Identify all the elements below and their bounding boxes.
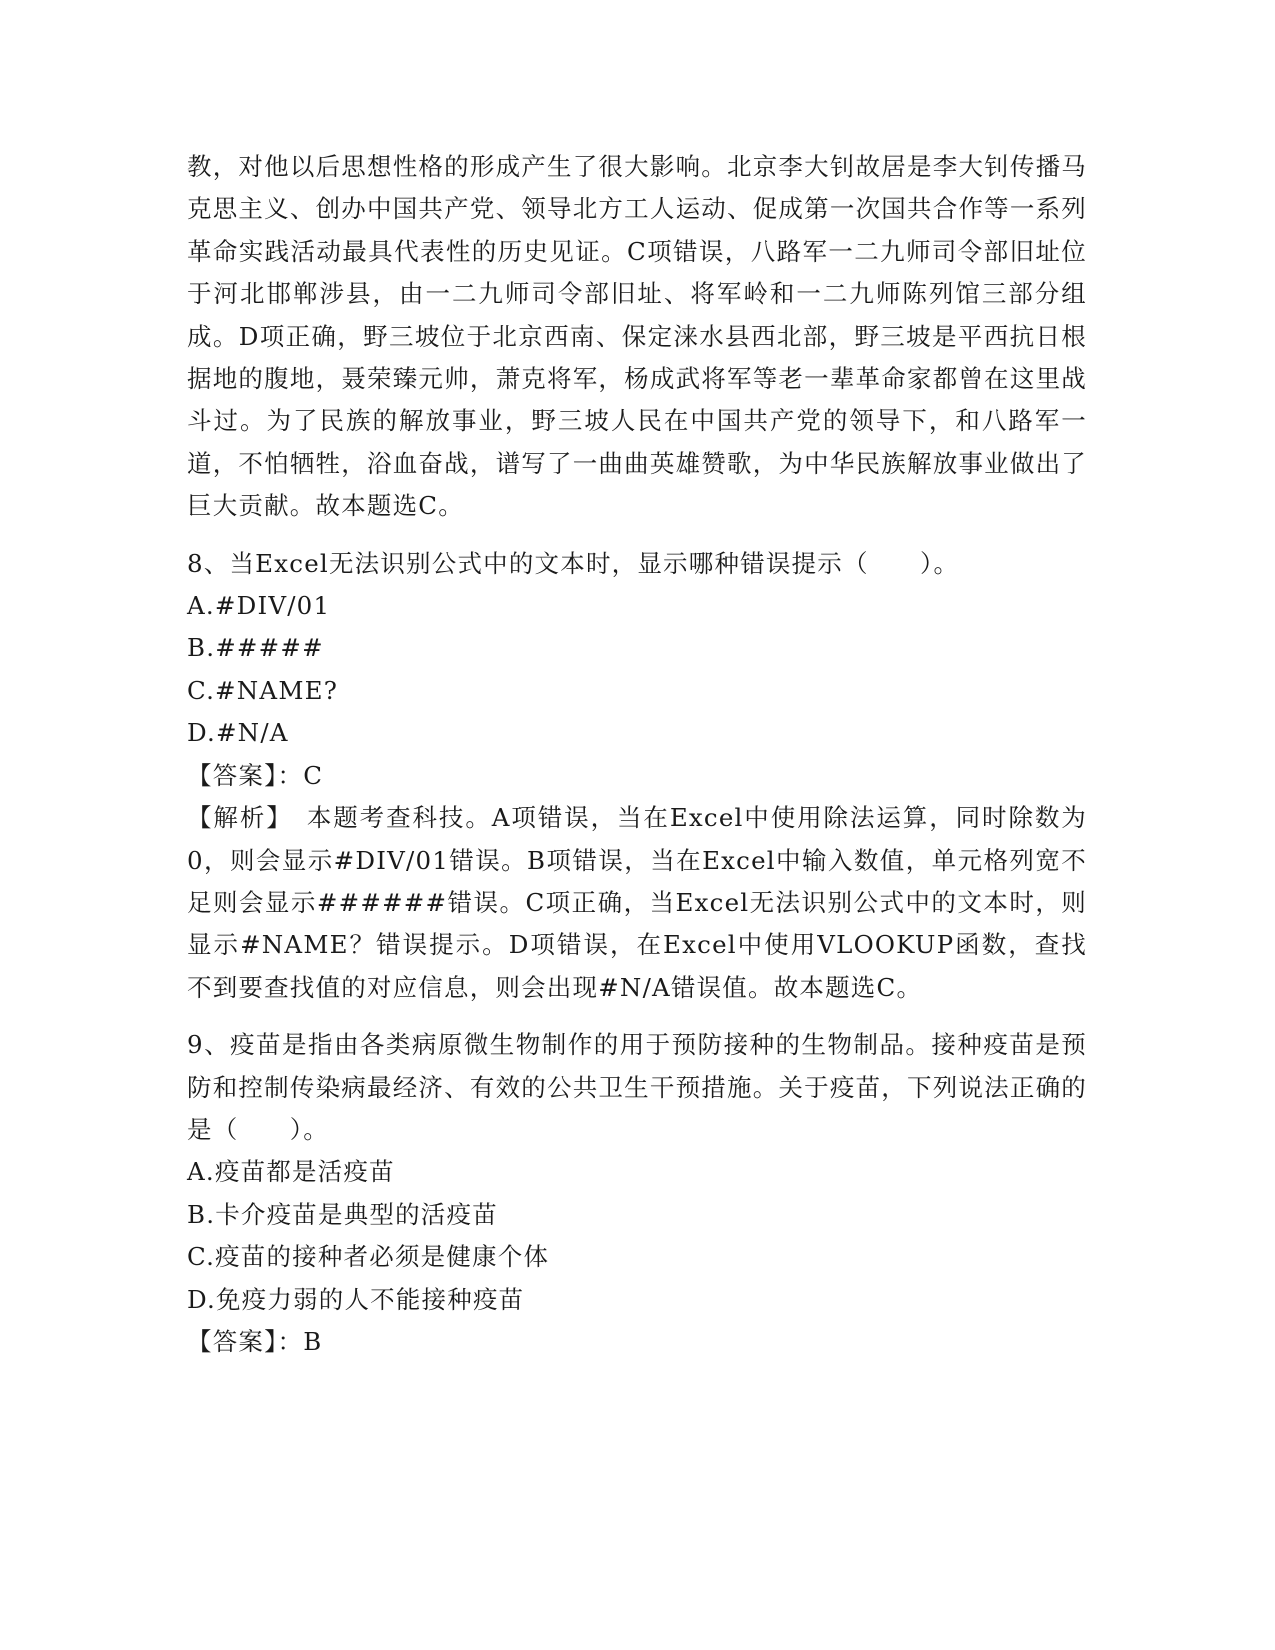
question-9-option-d: D.免疫力弱的人不能接种疫苗 [187,1284,525,1314]
document-page [187,146,1087,1363]
question-8-option-d: D.#N/A [187,718,289,748]
question-9-option-c: C.疫苗的接种者必须是健康个体 [187,1242,550,1272]
question-9-option-a: A.疫苗都是活疫苗 [187,1157,395,1187]
question-9-option-b: B.卡介疫苗是典型的活疫苗 [187,1199,498,1229]
question-9-answer: 【答案】：B [187,1326,323,1356]
previous-analysis-continuation: 教，对他以后思想性格的形成产生了很大影响。北京李大钊故居是李大钊传播马克思主义、创办中国共产党、领导北方工人运动、促成第一次国共合作等一系列革命实践活动最具代表性的历史见证。C项错误，八路军一二九师司令部旧址位于河北邯郸涉县，由一二九师司令部旧址、将军岭和一二九师陈列馆三部分组成。D项正确，野三坡位于北京西南、保定涞水县西北部，野三坡是平西抗日根据地的腹地，聂荣臻元帅，萧克将军，杨成武将军等老一辈革命家都曾在这里战斗过。为了民族的解放事业，野三坡人民在中国共产党的领导下，和八路军一道，不怕牺牲，浴血奋战，谱写了一曲曲英雄赞歌，为中华民族解放事业做出了巨大贡献。故本题选C。 [187,152,1087,521]
question-8-analysis: 【解析】 本题考查科技。A项错误，当在Excel中使用除法运算，同时除数为0，则会显示#DIV/01错误。B项错误，当在Excel中输入数值，单元格列宽不足则会显示######错误。C项正确，当Excel无法识别公式中的文本时，则显示#NAME？错误提示。D项错误，在Excel中使用VLOOKUP函数，查找不到要查找值的对应信息，则会出现#N/A错误值。故本题选C。 [187,803,1087,1002]
question-8-option-a: A.#DIV/01 [187,591,331,621]
question-8-stem: 8、当Excel无法识别公式中的文本时，显示哪种错误提示（ ）。 [187,548,960,578]
question-9-stem: 9、疫苗是指由各类病原微生物制作的用于预防接种的生物制品。接种疫苗是预防和控制传染病最经济、有效的公共卫生干预措施。关于疫苗，下列说法正确的是（ ）。 [187,1030,1087,1144]
question-8-option-b: B.##### [187,633,324,663]
question-8-option-c: C.#NAME? [187,675,339,705]
question-8-answer: 【答案】：C [187,760,324,790]
